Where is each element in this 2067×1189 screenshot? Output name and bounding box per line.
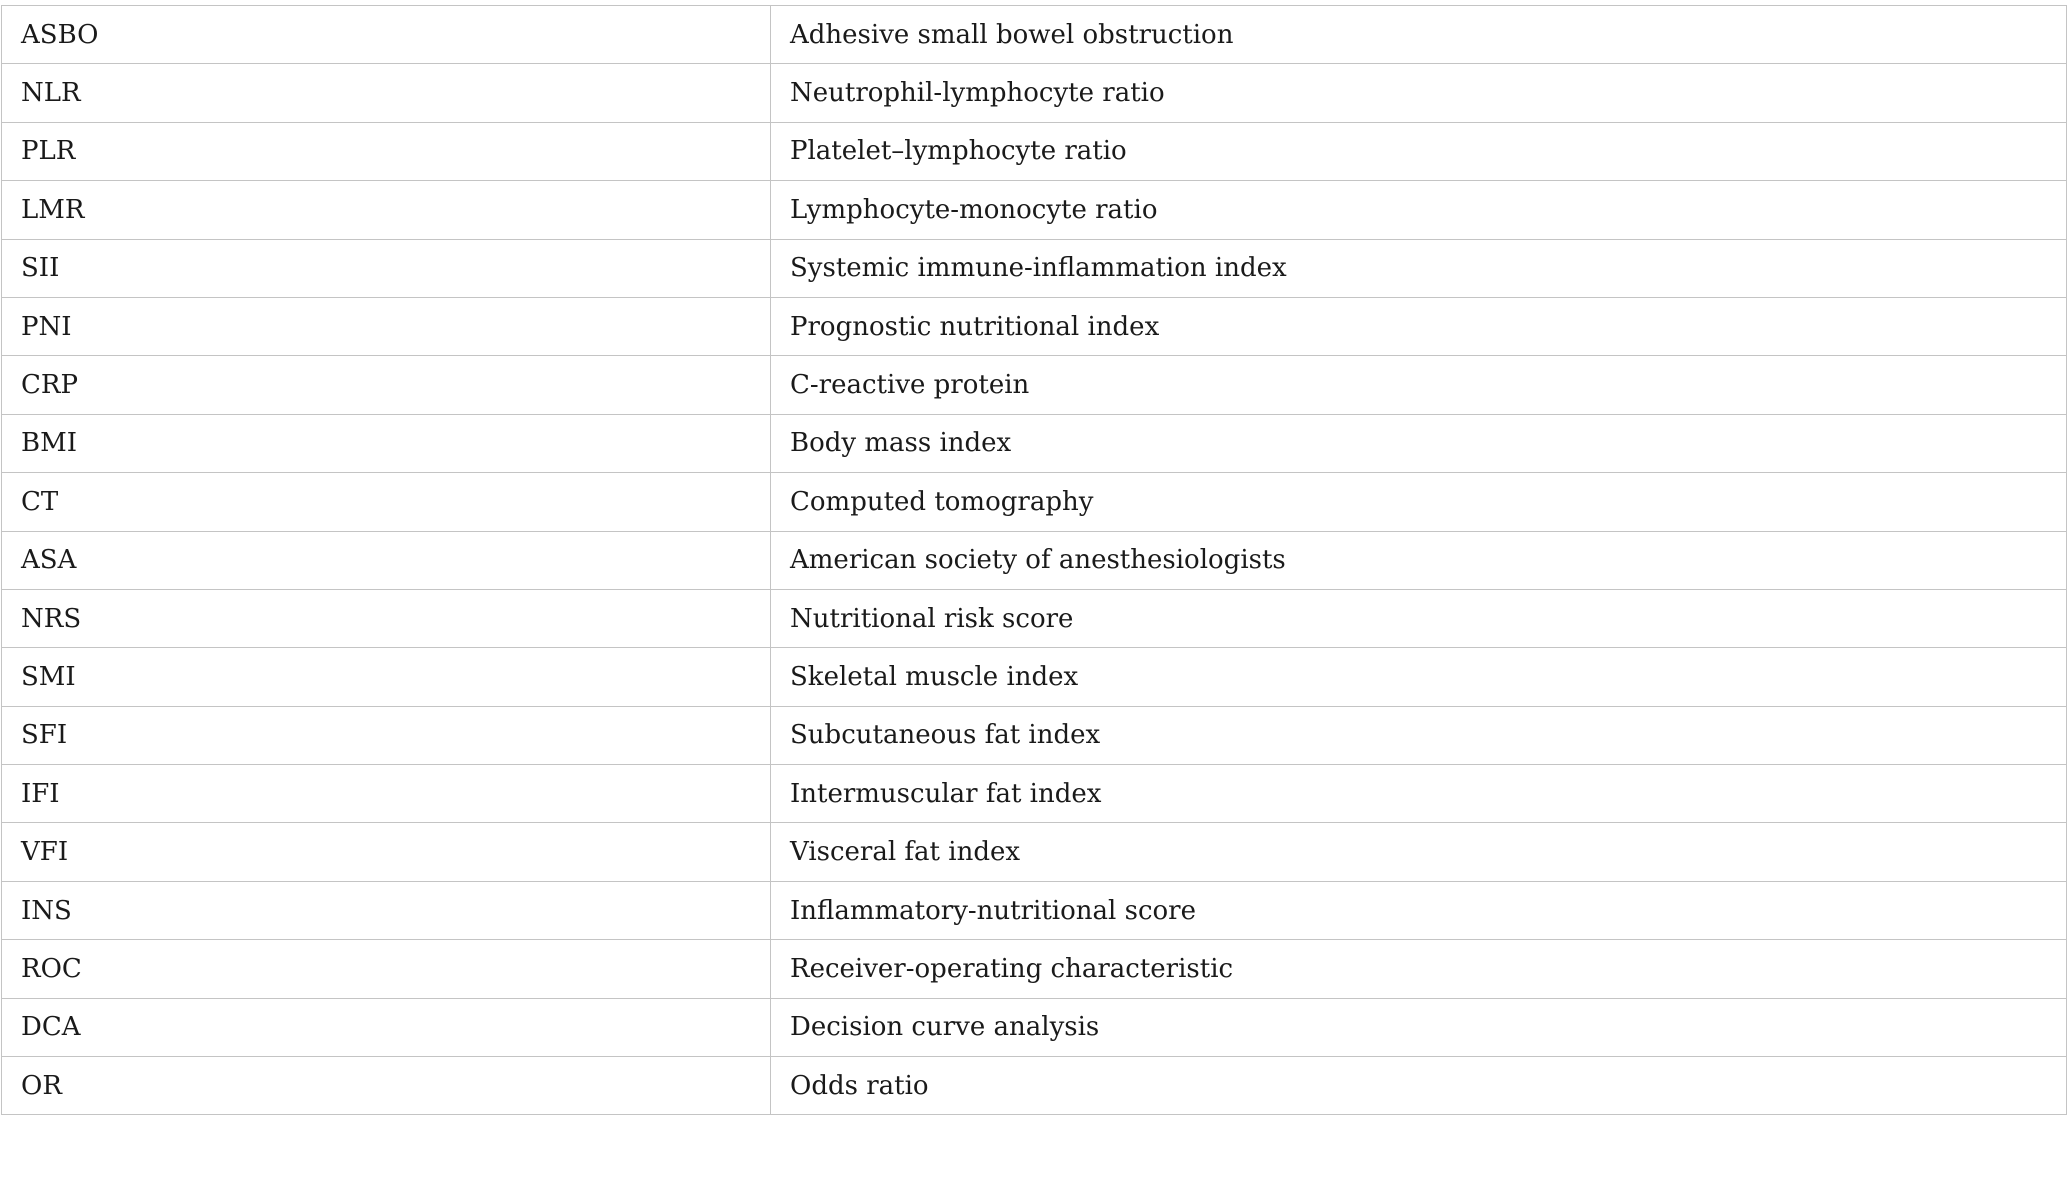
definition-cell: Body mass index [771,414,2067,472]
table-row [2,181,2067,239]
definition-cell: Decision curve analysis [771,998,2067,1056]
abbreviations-table [1,5,2067,1115]
abbreviation-cell: CT [2,473,771,531]
definition-cell: Nutritional risk score [771,589,2067,647]
abbreviation-cell: IFI [2,765,771,823]
definition-cell: Computed tomography [771,473,2067,531]
definition-cell: Subcutaneous fat index [771,706,2067,764]
abbreviation-cell: PNI [2,297,771,355]
abbreviation-cell: PLR [2,122,771,180]
definition-cell: American society of anesthesiologists [771,531,2067,589]
definition-cell: Visceral fat index [771,823,2067,881]
definition-cell: Intermuscular fat index [771,765,2067,823]
table-row [2,64,2067,122]
table-row [2,823,2067,881]
table-row [2,239,2067,297]
abbreviation-cell: OR [2,1057,771,1115]
abbreviation-cell: BMI [2,414,771,472]
definition-cell: Skeletal muscle index [771,648,2067,706]
definition-cell: Odds ratio [771,1057,2067,1115]
table-row [2,6,2067,64]
definition-cell: Neutrophil-lymphocyte ratio [771,64,2067,122]
definition-cell: Adhesive small bowel obstruction [771,6,2067,64]
definition-cell: Receiver-operating characteristic [771,940,2067,998]
abbreviation-cell: DCA [2,998,771,1056]
table-row [2,589,2067,647]
table-row [2,1057,2067,1115]
abbreviation-cell: SMI [2,648,771,706]
table-row [2,356,2067,414]
table-row [2,531,2067,589]
abbreviations-table-body [2,6,2067,1115]
definition-cell: Inflammatory-nutritional score [771,881,2067,939]
table-row [2,414,2067,472]
table-row [2,881,2067,939]
abbreviation-cell: SII [2,239,771,297]
table-row [2,297,2067,355]
definition-cell: Lymphocyte-monocyte ratio [771,181,2067,239]
definition-cell: Prognostic nutritional index [771,297,2067,355]
definition-cell: C-reactive protein [771,356,2067,414]
abbreviation-cell: ASA [2,531,771,589]
abbreviation-cell: VFI [2,823,771,881]
abbreviation-cell: INS [2,881,771,939]
table-row [2,473,2067,531]
table-row [2,998,2067,1056]
abbreviation-cell: CRP [2,356,771,414]
definition-cell: Platelet–lymphocyte ratio [771,122,2067,180]
abbreviation-cell: NLR [2,64,771,122]
table-row [2,940,2067,998]
table-row [2,706,2067,764]
abbreviation-cell: ROC [2,940,771,998]
table-row [2,648,2067,706]
definition-cell: Systemic immune-inflammation index [771,239,2067,297]
abbreviation-cell: SFI [2,706,771,764]
table-row [2,765,2067,823]
abbreviation-cell: LMR [2,181,771,239]
abbreviation-cell: ASBO [2,6,771,64]
table-row [2,122,2067,180]
abbreviation-cell: NRS [2,589,771,647]
